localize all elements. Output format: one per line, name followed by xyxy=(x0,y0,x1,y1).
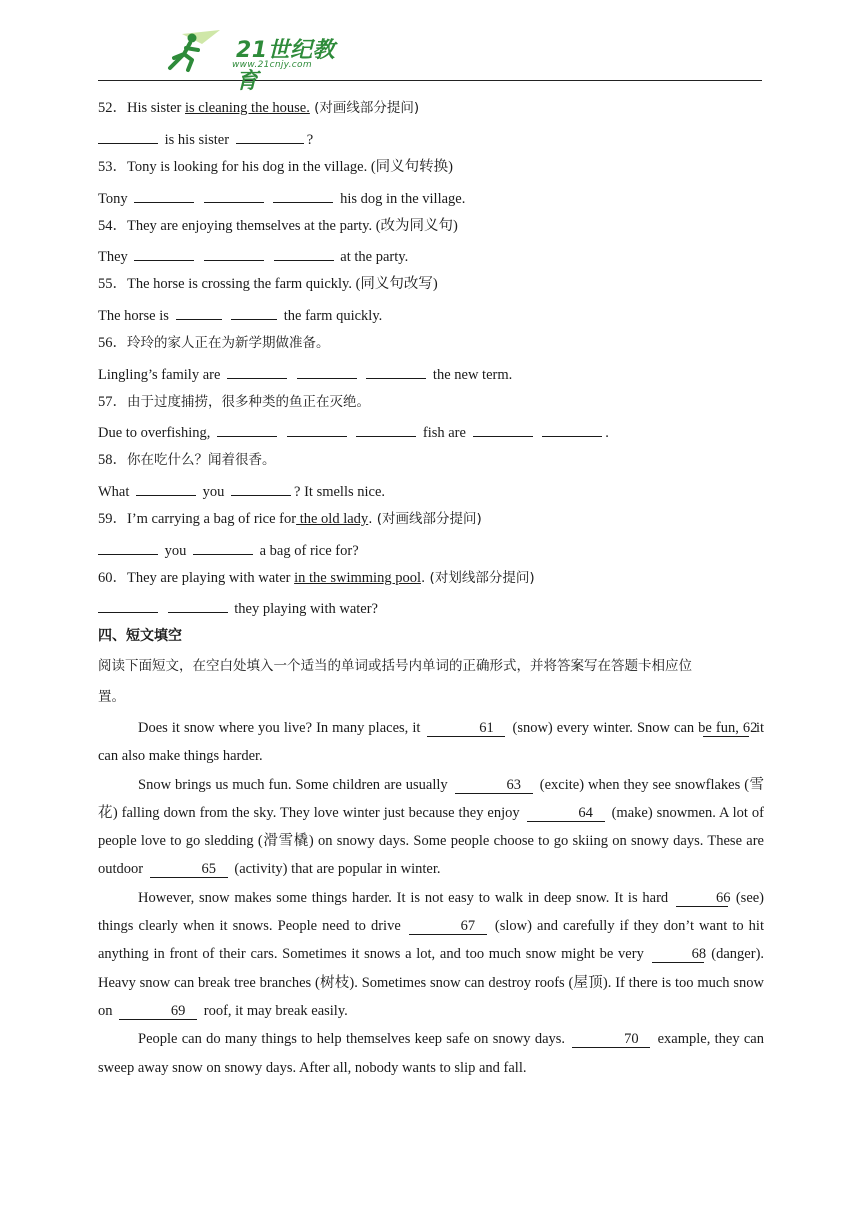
question-54: 54．They are enjoying themselves at the party. (改为同义句) xyxy=(98,218,458,234)
answer-blank[interactable] xyxy=(217,421,277,437)
answer-55: The horse is the farm quickly. xyxy=(98,304,382,326)
passage xyxy=(98,714,764,1082)
underlined-part: is cleaning the house. xyxy=(185,100,310,116)
blank-61[interactable]: 61 xyxy=(427,720,505,737)
answer-blank[interactable] xyxy=(231,304,277,320)
blank-65[interactable]: 65 xyxy=(150,861,228,878)
page-header xyxy=(98,26,762,94)
question-56: 56．玲玲的家人正在为新学期做准备。 xyxy=(98,335,330,351)
answer-59: you a bag of rice for? xyxy=(98,539,359,561)
blank-62[interactable]: 62 xyxy=(703,720,749,737)
underlined-part: the old lady xyxy=(296,511,369,527)
blank-68[interactable]: 68 xyxy=(652,946,704,963)
answer-blank[interactable] xyxy=(98,597,158,613)
answer-blank[interactable] xyxy=(227,363,287,379)
section-instruction: 阅读下面短文，在空白处填入一个适当的单词或括号内单词的正确形式，并将答案写在答题卡相应位 xyxy=(98,658,692,674)
answer-blank[interactable] xyxy=(356,421,416,437)
underlined-part: in the swimming pool xyxy=(294,570,421,586)
question-58: 58．你在吃什么？闻着很香。 xyxy=(98,452,276,468)
answer-blank[interactable] xyxy=(236,128,304,144)
question-59: 59．I’m carrying a bag of rice for the old lady. (对画线部分提问) xyxy=(98,511,482,527)
answer-blank[interactable] xyxy=(136,480,196,496)
answer-blank[interactable] xyxy=(204,245,264,261)
logo-text: 21世纪教育 xyxy=(236,38,336,94)
answer-blank[interactable] xyxy=(98,128,158,144)
answer-57: Due to overfishing, fish are . xyxy=(98,421,609,443)
answer-blank[interactable] xyxy=(542,421,602,437)
blank-66[interactable]: 66 xyxy=(676,890,728,907)
question-52: 52．His sister is cleaning the house. (对画线部分提问) xyxy=(98,100,420,116)
answer-blank[interactable] xyxy=(473,421,533,437)
paragraph-2: Snow brings us much fun. Some children are usually 63 (excite) when they see snowflakes (雪花) falling down from the sky. They love winter just because they enjoy 64 (make) snowmen. A lot of people love to go sledding (滑雪橇) on snowy days. Some people choose to go skiing on snowy days. These are outdoor 65 (activity) that are popular in winter. xyxy=(98,776,765,878)
answer-blank[interactable] xyxy=(176,304,222,320)
section-instruction-cont: 置。 xyxy=(98,689,125,705)
answer-54: They at the party. xyxy=(98,245,408,267)
paragraph-1: Does it snow where you live? In many places, it 61 (snow) every winter. Snow can be fun, 62 it can also make things harder. xyxy=(98,720,765,765)
question-57: 57．由于过度捕捞，很多种类的鱼正在灭绝。 xyxy=(98,394,370,410)
answer-53: Tony his dog in the village. xyxy=(98,187,465,209)
paragraph-4: People can do many things to help themselves keep safe on snowy days. 70 example, they can sweep away snow on snowy days. After all, nobody wants to slip and fall. xyxy=(98,1031,764,1076)
answer-blank[interactable] xyxy=(204,187,264,203)
site-logo xyxy=(162,28,342,94)
answer-blank[interactable] xyxy=(297,363,357,379)
answer-blank[interactable] xyxy=(273,187,333,203)
section-title: 四、短文填空 xyxy=(98,628,182,644)
answer-60: they playing with water? xyxy=(98,597,378,619)
blank-70[interactable]: 70 xyxy=(572,1031,650,1048)
question-53: 53．Tony is looking for his dog in the village. (同义句转换) xyxy=(98,159,454,175)
blank-64[interactable]: 64 xyxy=(527,805,605,822)
answer-blank[interactable] xyxy=(168,597,228,613)
answer-56: Lingling’s family are the new term. xyxy=(98,363,512,385)
answer-blank[interactable] xyxy=(287,421,347,437)
answer-blank[interactable] xyxy=(134,187,194,203)
blank-63[interactable]: 63 xyxy=(455,777,533,794)
answer-blank[interactable] xyxy=(231,480,291,496)
answer-blank[interactable] xyxy=(366,363,426,379)
answer-blank[interactable] xyxy=(274,245,334,261)
question-55: 55．The horse is crossing the farm quickly. (同义句改写) xyxy=(98,276,438,292)
answer-blank[interactable] xyxy=(98,539,158,555)
answer-blank[interactable] xyxy=(193,539,253,555)
answer-58: What you ? It smells nice. xyxy=(98,480,385,502)
logo-url: www.21cnjy.com xyxy=(232,60,312,70)
paragraph-3: However, snow makes some things harder. It is not easy to walk in deep snow. It is hard 66 (see) things clearly when it snows. People need to drive 67 (slow) and carefully if they don’t want to hit anything in front of their cars. Sometimes it snows a lot, and too much snow might be very 68 (danger). Heavy snow can break tree branches (树枝). Sometimes snow can destroy roofs (屋顶). If there is too much snow on 69 roof, it may break easily. xyxy=(98,889,765,1019)
blank-67[interactable]: 67 xyxy=(409,918,487,935)
runner-logo-icon xyxy=(162,28,232,74)
answer-blank[interactable] xyxy=(134,245,194,261)
question-number: 52． xyxy=(98,100,127,116)
question-60: 60．They are playing with water in the swimming pool. (对划线部分提问) xyxy=(98,570,535,586)
answer-52: is his sister ? xyxy=(98,128,313,150)
blank-69[interactable]: 69 xyxy=(119,1003,197,1020)
